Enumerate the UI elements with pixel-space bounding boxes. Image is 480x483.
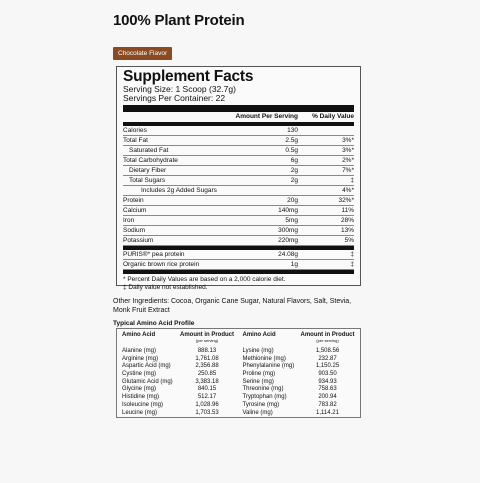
amino-row	[243, 402, 356, 410]
facts-row	[123, 196, 354, 206]
nutrient-amount: 2g	[290, 167, 298, 174]
amino-row	[122, 363, 235, 371]
amino-row	[122, 348, 235, 356]
amino-name: Serine (mg)	[242, 378, 274, 385]
nutrient-dv	[298, 126, 354, 135]
amino-value: 512.17	[197, 394, 217, 401]
nutrient-name: Organic brown rice protein	[123, 261, 200, 268]
nutrient-name: Total Sugars	[129, 177, 166, 184]
amino-row	[243, 363, 356, 371]
nutrient-amount: 2g	[290, 177, 298, 184]
nutrient-dv: 5%	[344, 237, 354, 244]
amino-value: 783.82	[318, 401, 337, 408]
amino-value: 1,114.21	[316, 409, 339, 416]
amino-name: Threonine (mg)	[242, 386, 284, 393]
amino-name: Tryptophan (mg)	[242, 394, 287, 401]
amino-name: Glycine (mg)	[122, 386, 157, 393]
amino-name: Glutamic Acid (mg)	[122, 378, 173, 385]
facts-row	[123, 216, 354, 226]
facts-row	[123, 136, 354, 146]
amino-col-amount: Amount in Product (per serving)	[180, 332, 234, 343]
facts-row	[123, 250, 354, 260]
nutrient-dv: 4%*	[342, 187, 354, 194]
amino-name: Phenylalanine (mg)	[242, 363, 295, 370]
amino-row	[122, 402, 235, 410]
amino-table	[116, 328, 361, 418]
nutrient-name: Potassium	[123, 237, 154, 244]
nutrient-dv: ‡	[350, 251, 354, 258]
amino-value: 758.63	[318, 386, 337, 393]
nutrient-amount: 1g	[290, 261, 298, 268]
amino-value: 1,150.25	[315, 363, 340, 370]
facts-row	[123, 260, 354, 270]
amino-value: 232.87	[318, 355, 337, 362]
amino-header-right	[243, 332, 356, 348]
nutrient-amount: 2.5g	[285, 137, 298, 144]
amino-name: Cystine (mg)	[122, 371, 157, 378]
facts-row	[123, 146, 354, 156]
col-amount-header: Amount Per Serving	[235, 113, 298, 120]
amino-name: Leucine (mg)	[122, 409, 158, 416]
amino-row	[122, 356, 235, 364]
nutrient-name: Dietary Fiber	[129, 167, 167, 174]
supplement-facts-panel	[116, 66, 361, 291]
nutrient-amount: 20g	[287, 197, 298, 204]
amino-name: Aspartic Acid (mg)	[122, 363, 171, 370]
nutrient-amount: 300mg	[278, 227, 298, 234]
facts-row	[123, 186, 354, 196]
nutrient-name: Sodium	[123, 227, 146, 234]
nutrient-dv: 2%*	[342, 157, 354, 164]
amino-name: Methionine (mg)	[242, 355, 286, 362]
product-title: 100% Plant Protein	[113, 12, 245, 29]
facts-row	[123, 176, 354, 186]
nutrient-dv: 13%	[340, 227, 354, 234]
nutrient-dv: ‡	[350, 261, 354, 268]
amino-column-right	[243, 332, 356, 414]
facts-header-row	[123, 112, 354, 122]
nutrient-dv: 11%	[341, 207, 354, 214]
nutrient-name: Calories	[123, 127, 147, 134]
amino-row	[243, 348, 356, 356]
facts-row	[123, 126, 354, 136]
nutrient-dv: 7%*	[342, 167, 354, 174]
nutrient-amount: 130	[287, 127, 298, 134]
amino-col-name: Amino Acid	[122, 332, 156, 338]
col-dv-header: % Daily Value	[312, 113, 354, 120]
nutrient-name: Saturated Fat	[129, 147, 169, 154]
nutrient-amount: 0.5g	[285, 147, 298, 154]
amino-value: 1,028.96	[195, 401, 219, 408]
amino-value: 3,383.18	[195, 378, 219, 385]
footnote-not-established: ‡ Daily value not established.	[123, 284, 208, 291]
facts-row	[123, 236, 354, 246]
amino-row	[122, 410, 235, 418]
bottom-divider	[123, 270, 354, 274]
nutrient-dv: 3%*	[342, 137, 354, 144]
serving-size: Serving Size: 1 Scoop (32.7g)	[123, 84, 236, 94]
nutrient-name: Total Carbohydrate	[123, 157, 178, 164]
amino-col-amount: Amount in Product (per serving)	[300, 332, 355, 343]
nutrient-dv: 3%*	[342, 147, 354, 154]
facts-row	[123, 156, 354, 166]
flavor-badge: Chocolate Flavor	[113, 47, 172, 60]
facts-heading: Supplement Facts	[123, 68, 254, 85]
amino-row	[122, 386, 235, 394]
amino-row	[243, 356, 356, 364]
amino-value: 840.15	[197, 386, 217, 393]
amino-name: Arginine (mg)	[122, 355, 159, 362]
servings-per-container: Servings Per Container: 22	[123, 93, 226, 103]
nutrient-name: Iron	[123, 217, 135, 224]
nutrient-amount: 5mg	[285, 217, 298, 224]
nutrient-name: PURIS®* pea protein	[123, 251, 185, 258]
nutrient-name: Protein	[123, 197, 144, 204]
nutrient-name: Calcium	[123, 207, 147, 214]
amino-row	[243, 371, 356, 379]
amino-value: 1,508.56	[315, 348, 340, 354]
amino-row	[122, 394, 235, 402]
other-ingredients: Other Ingredients: Cocoa, Organic Cane Sugar, Natural Flavors, Salt, Stevia, Monk Fruit Extract	[113, 298, 352, 314]
amino-value: 888.13	[197, 348, 217, 354]
amino-row	[243, 410, 356, 418]
nutrient-amount: 24.08g	[278, 251, 298, 258]
nutrient-name: Total Fat	[123, 137, 148, 144]
nutrient-amount: 220mg	[278, 237, 298, 244]
amino-header-left	[122, 332, 235, 348]
amino-value: 903.50	[318, 371, 337, 378]
nutrient-dv: 32%*	[338, 197, 354, 204]
amino-value: 250.85	[197, 371, 217, 378]
amino-value: 934.93	[318, 378, 337, 385]
nutrient-name: Includes 2g Added Sugars	[141, 187, 217, 194]
amino-column-left	[122, 332, 235, 414]
nutrient-amount: 140mg	[278, 207, 298, 214]
amino-value: 1,703.53	[195, 409, 219, 416]
amino-name: Isoleucine (mg)	[122, 401, 164, 408]
footnote-dv: * Percent Daily Values are based on a 2,000 calorie diet.	[123, 276, 286, 283]
facts-row	[123, 206, 354, 216]
nutrient-amount	[238, 186, 298, 195]
amino-row	[243, 386, 356, 394]
amino-title: Typical Amino Acid Profile	[113, 320, 195, 327]
amino-name: Lysine (mg)	[242, 348, 274, 354]
thick-divider	[123, 105, 354, 112]
facts-row	[123, 166, 354, 176]
amino-row	[122, 379, 235, 387]
amino-value: 1,761.08	[195, 355, 219, 362]
amino-row	[122, 371, 235, 379]
amino-value: 2,356.88	[195, 363, 219, 370]
amino-row	[243, 394, 356, 402]
nutrient-dv: 28%	[340, 217, 354, 224]
amino-name: Valine (mg)	[242, 409, 273, 416]
facts-row	[123, 226, 354, 236]
amino-name: Alanine (mg)	[122, 348, 157, 354]
nutrient-dv: ‡	[350, 177, 354, 184]
amino-row	[243, 379, 356, 387]
amino-value: 200.94	[318, 394, 337, 401]
amino-name: Tyrosine (mg)	[242, 401, 280, 408]
amino-col-name: Amino Acid	[242, 332, 276, 338]
amino-name: Proline (mg)	[242, 371, 276, 378]
amino-name: Histidine (mg)	[122, 394, 160, 401]
nutrient-amount: 6g	[290, 157, 298, 164]
